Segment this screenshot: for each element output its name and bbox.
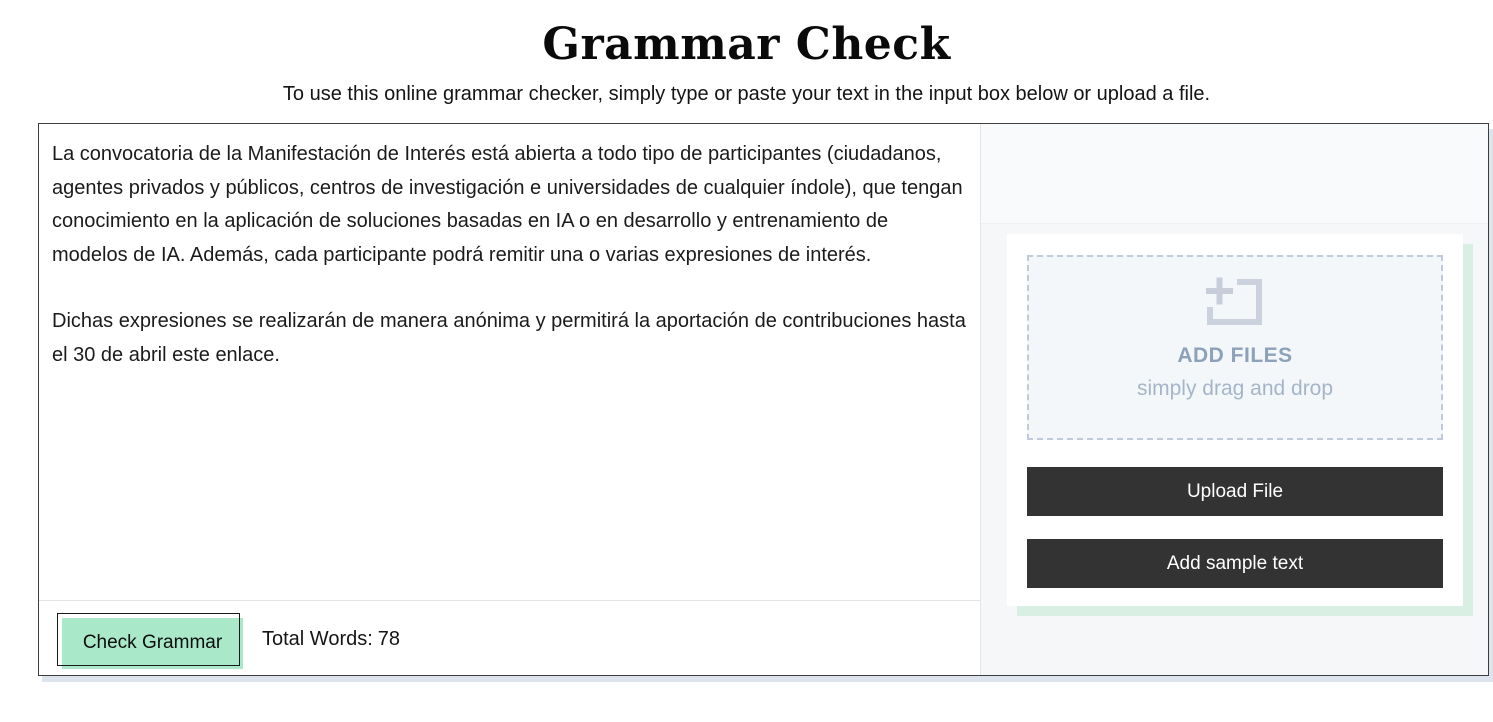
- editor-paragraph: Dichas expresiones se realizarán de manera anónima y permitirá la aportación de contribuciones hasta el 30 de abril este enlace.: [52, 310, 966, 366]
- upload-file-button[interactable]: Upload File: [1027, 467, 1443, 516]
- page-title: Grammar Check: [542, 19, 951, 70]
- check-grammar-button[interactable]: [62, 618, 243, 669]
- upload-panel-top-spacer: [981, 124, 1488, 224]
- total-words-counter: [262, 628, 400, 651]
- page-subtitle: To use this online grammar checker, simply type or paste your text in the input box below or upload a file.: [282, 83, 1211, 105]
- upload-card: [1007, 234, 1463, 606]
- total-words-label: Total Words:: [262, 627, 373, 650]
- editor-footer: [39, 600, 980, 675]
- total-words-value: 78: [377, 627, 401, 650]
- editor-column: [39, 124, 980, 675]
- file-dropzone[interactable]: [1027, 255, 1443, 440]
- check-grammar-button-label: Check Grammar: [82, 632, 223, 653]
- add-sample-text-button[interactable]: Add sample text: [1027, 539, 1443, 588]
- grammar-check-panel: [38, 123, 1489, 676]
- add-file-icon: [1204, 276, 1266, 328]
- editor-paragraph: La convocatoria de la Manifestación de Interés está abierta a todo tipo de participantes (ciudadanos, agentes privados y públicos, centros de investigación e universidades de cualquier índole), que tengan conocimiento en la aplicación de soluciones basadas en IA o en desarrollo y entrenamiento de modelos de IA. Además, cada participante podrá remitir una o varias expresiones de interés.: [52, 143, 963, 266]
- dropzone-subtitle: simply drag and drop: [1136, 377, 1334, 400]
- upload-panel: [980, 124, 1488, 675]
- dropzone-title: ADD FILES: [1177, 344, 1293, 367]
- text-input-area[interactable]: [39, 124, 980, 600]
